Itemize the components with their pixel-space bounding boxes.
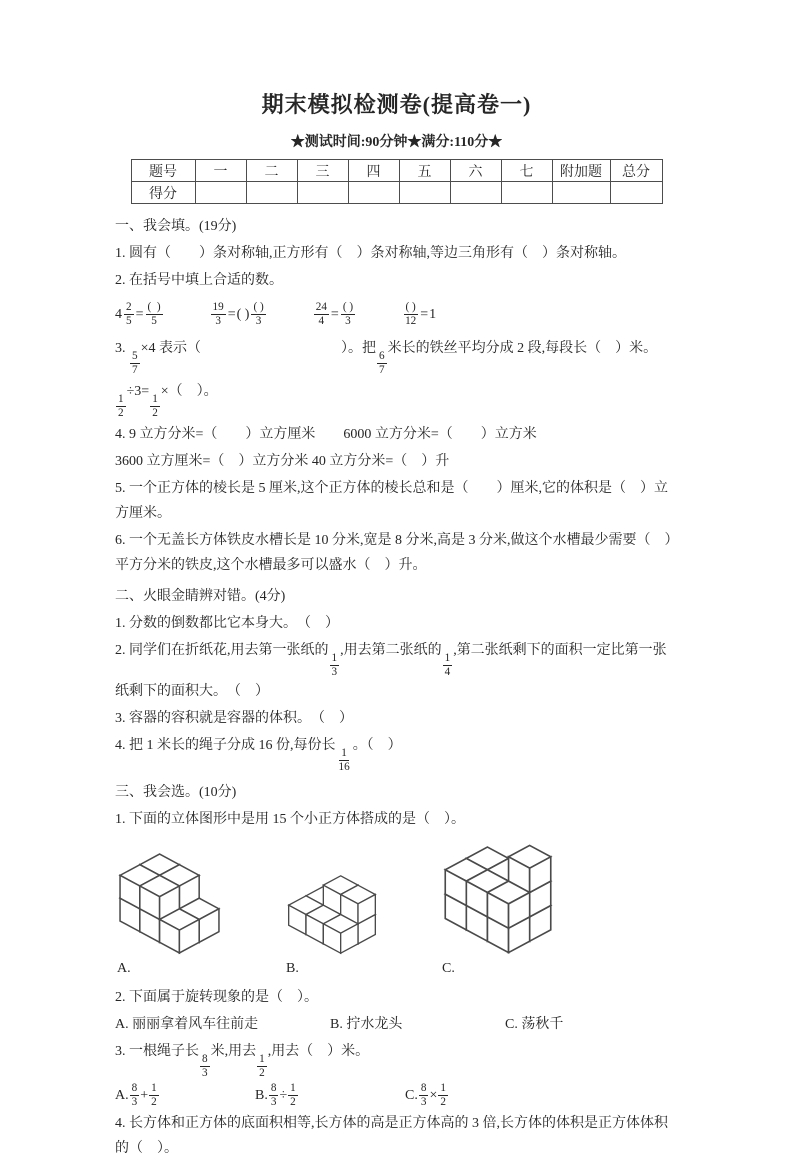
exam-meta: ★测试时间:90分钟★满分:110分★ <box>290 135 503 150</box>
question-1-3b <box>115 379 678 420</box>
question-text: 。（ ） <box>352 737 402 753</box>
blank-fraction: $\frac{( )}{3}$ <box>253 301 264 327</box>
score-cell <box>552 182 610 204</box>
question-1-2-items <box>115 301 678 328</box>
equals-sign: = <box>227 306 236 322</box>
score-table-col-2: 二 <box>246 160 297 182</box>
cube-figure-a <box>117 851 222 977</box>
cube-figure-c <box>442 842 554 977</box>
fraction: $\frac{1}{2}$ <box>152 393 158 419</box>
question-text: ,第二张纸剩下的面积一定比第一张纸剩下的面积大。 （ ） <box>115 642 667 699</box>
equals-sign: = <box>420 306 429 322</box>
cube-figure-c-label: C. <box>442 960 455 976</box>
score-table-col-5: 五 <box>399 160 450 182</box>
fraction: $\frac{1}{3}$ <box>331 652 338 678</box>
question-2-3: 3. 容器的容积就是容器的体积。 （ ） <box>115 710 353 726</box>
question-text: ,用去（ ）米。 <box>267 1043 370 1059</box>
result-value: 1 <box>429 306 437 322</box>
score-table-header-row <box>131 160 662 182</box>
question-3-4: 4. 长方体和正方体的底面积相等,长方体的高是正方体高的 3 倍,长方体的体积是正方体体积的（ ）。 <box>115 1115 668 1156</box>
option-label: C. <box>405 1087 418 1103</box>
fraction: $\frac{2}{5}$ <box>126 301 132 327</box>
question-1-3 <box>115 336 678 377</box>
question-3-2-options <box>115 1012 678 1037</box>
question-1-4b: 3600 立方厘米=（ ）立方分米 40 立方分米=（ ）升 <box>115 453 450 469</box>
option-label: B. <box>255 1087 268 1103</box>
blank-fraction: $\frac{( )}{5}$ <box>147 301 161 327</box>
section-2-heading: 二、火眼金睛辨对错。(4分) <box>115 588 286 604</box>
fill-fraction-item-4 <box>402 301 436 328</box>
question-1-4a: 4. 9 立方分米=（ ）立方厘米 6000 立方分米=（ ）立方米 <box>115 426 537 442</box>
score-table-col-1: 一 <box>195 160 246 182</box>
cube-figure-b-label: B. <box>286 960 299 976</box>
fraction: $\frac{8}{3}$ <box>270 1081 277 1108</box>
option-a: A. 丽丽拿着风车往前走 <box>115 1016 259 1032</box>
blank-fraction: $\frac{( )}{3}$ <box>342 301 354 327</box>
question-number: 3. <box>115 340 129 356</box>
question-1-1: 1. 圆有（ ）条对称轴,正方形有（ ）条对称轴,等边三角形有（ ）条对称轴。 <box>115 246 626 261</box>
blank-fraction: $\frac{( )}{12}$ <box>405 301 417 327</box>
question-1-2-intro: 2. 在括号中填上合适的数。 <box>115 273 283 288</box>
score-table <box>131 159 663 204</box>
question-3-3-options <box>115 1082 678 1109</box>
cube-figure-a-label: A. <box>117 960 131 976</box>
fraction: $\frac{1}{2}$ <box>440 1081 446 1108</box>
question-3-3 <box>115 1039 678 1080</box>
question-3-1: 1. 下面的立体图形中是用 15 个小正方体搭成的是（ ）。 <box>115 811 465 827</box>
cube-stack-drawing-a <box>117 851 222 956</box>
question-text: 米,用去 <box>210 1043 257 1059</box>
question-text: ×（ ）。 <box>160 383 218 399</box>
mixed-number-whole: 4 <box>115 306 122 322</box>
score-cell <box>501 182 552 204</box>
score-table-row1-label: 题号 <box>131 160 195 182</box>
operator: ÷ <box>279 1087 288 1103</box>
fraction: $\frac{8}{3}$ <box>202 1053 208 1079</box>
score-table-col-7: 七 <box>501 160 552 182</box>
score-table-col-extra: 附加题 <box>552 160 610 182</box>
option-c: C. 荡秋千 <box>505 1016 564 1032</box>
question-text: ÷3= <box>126 383 150 399</box>
equals-sign: = <box>330 306 339 322</box>
question-3-2: 2. 下面属于旋转现象的是（ ）。 <box>115 989 318 1005</box>
question-2-2 <box>115 638 678 704</box>
fraction: $\frac{8}{3}$ <box>420 1081 427 1108</box>
score-cell <box>348 182 399 204</box>
score-table-score-row <box>131 182 662 204</box>
cube-stack-drawing-b <box>286 873 378 956</box>
score-cell <box>297 182 348 204</box>
equals-sign: = <box>135 306 144 322</box>
score-cell <box>246 182 297 204</box>
option-c <box>405 1082 449 1109</box>
fraction: $\frac{6}{7}$ <box>379 350 385 376</box>
cube-figures-row <box>117 842 678 977</box>
question-2-4 <box>115 733 678 774</box>
fraction: $\frac{1}{16}$ <box>338 747 350 773</box>
fraction: $\frac{1}{2}$ <box>118 393 124 419</box>
fill-fraction-item-1 <box>115 301 164 328</box>
question-text: ×4 表示（ ）。把 <box>140 340 376 356</box>
section-3-heading: 三、我会选。(10分) <box>115 784 237 800</box>
question-text: ,用去第二张纸的 <box>340 642 442 658</box>
fraction: $\frac{1}{2}$ <box>259 1053 265 1079</box>
option-label: A. <box>115 1087 129 1103</box>
option-b: B. 拧水龙头 <box>330 1016 403 1032</box>
cube-figure-b <box>286 873 378 977</box>
page-title: 期末模拟检测卷(提高卷一) <box>261 92 532 117</box>
question-text: 3. 一根绳子长 <box>115 1043 199 1059</box>
fraction: $\frac{1}{2}$ <box>290 1081 296 1108</box>
score-cell <box>195 182 246 204</box>
question-1-5: 5. 一个正方体的棱长是 5 厘米,这个正方体的棱长总和是（ ）厘米,它的体积是（ ）立方厘米。 <box>115 480 668 521</box>
question-2-1: 1. 分数的倒数都比它本身大。 （ ） <box>115 615 339 631</box>
score-table-row2-label: 得分 <box>131 182 195 204</box>
operator: × <box>429 1087 438 1103</box>
score-table-col-6: 六 <box>450 160 501 182</box>
fraction: $\frac{19}{3}$ <box>212 301 224 327</box>
question-text: 米长的铁丝平均分成 2 段,每段长（ ）米。 <box>387 340 658 356</box>
fraction: $\frac{8}{3}$ <box>131 1081 138 1108</box>
score-table-col-3: 三 <box>297 160 348 182</box>
fill-fraction-item-3 <box>313 301 356 328</box>
section-1-heading: 一、我会填。(19分) <box>115 219 237 234</box>
fraction: $\frac{5}{7}$ <box>132 350 138 376</box>
fill-fraction-item-2 <box>210 301 267 328</box>
score-cell <box>450 182 501 204</box>
fraction: $\frac{24}{4}$ <box>315 301 327 327</box>
score-table-col-4: 四 <box>348 160 399 182</box>
blank-whole: ( ) <box>236 306 250 322</box>
question-text: 4. 把 1 米长的绳子分成 16 份,每份长 <box>115 737 336 753</box>
operator: + <box>140 1087 149 1103</box>
question-1-6: 6. 一个无盖长方体铁皮水槽长是 10 分米,宽是 8 分米,高是 3 分米,做这个水槽最少需要（ ）平方分米的铁皮,这个水槽最多可以盛水（ ）升。 <box>115 532 672 573</box>
score-cell <box>399 182 450 204</box>
score-cell <box>610 182 662 204</box>
question-text: 2. 同学们在折纸花,用去第一张纸的 <box>115 642 329 658</box>
fraction: $\frac{1}{4}$ <box>444 652 451 678</box>
fraction: $\frac{1}{2}$ <box>151 1081 157 1108</box>
option-b <box>255 1082 405 1109</box>
cube-stack-drawing-c <box>442 842 554 956</box>
score-table-col-total: 总分 <box>610 160 662 182</box>
option-a <box>115 1082 255 1109</box>
